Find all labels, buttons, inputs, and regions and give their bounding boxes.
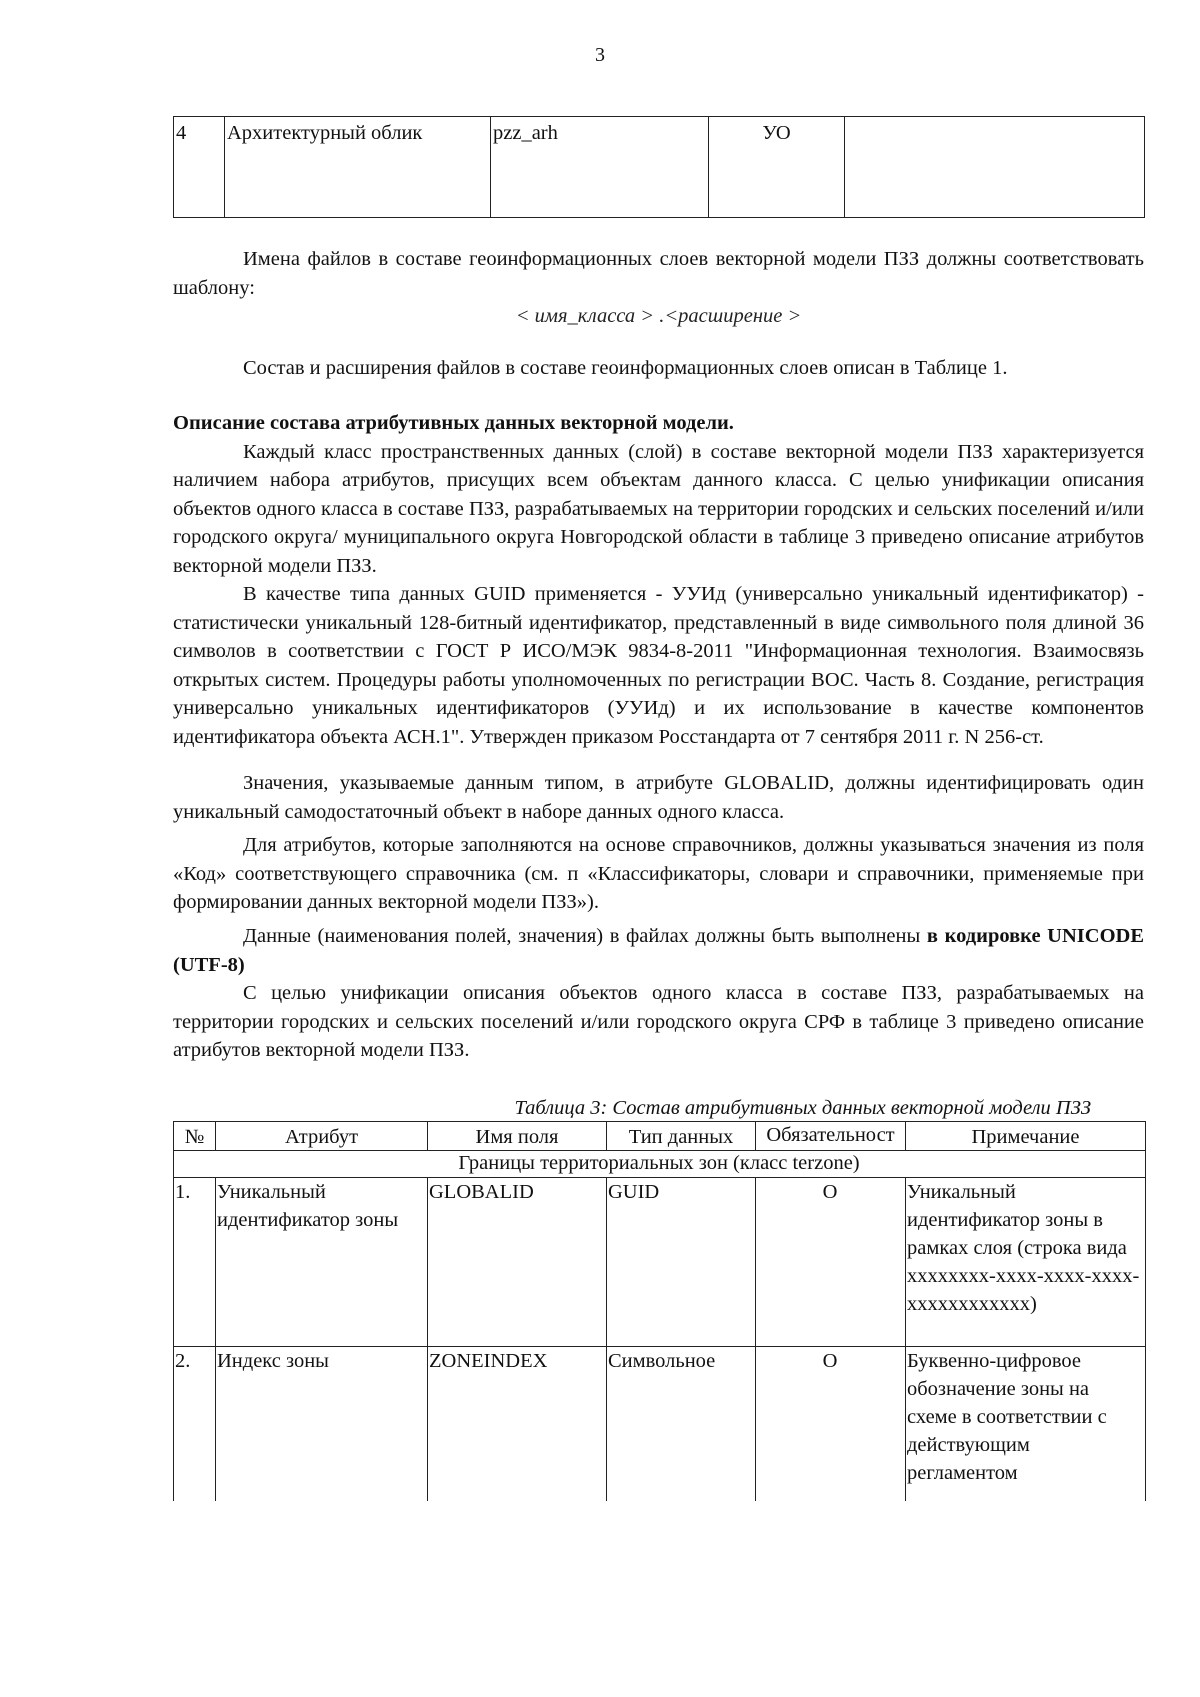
header-number: № <box>174 1122 216 1151</box>
extensions-section <box>173 354 1144 383</box>
file-name-template: < имя_класса > .<расширение > <box>515 305 802 327</box>
page-number: 3 <box>595 44 605 66</box>
attribute-name: Уникальный идентификатор зоны <box>216 1178 428 1347</box>
paragraph: Каждый класс пространственных данных (слой) в составе векторной модели ПЗЗ характеризуется наличием набора атрибутов, присущих всем объектам данного класса. С целью унификации описания объектов одного класса в составе ПЗЗ, разрабатываемых на территории городских и сельских поселений и/или городского округа/ муниципального округа Новгородской области в таблице 3 приведено описание атрибутов векторной модели ПЗЗ. <box>173 440 1144 577</box>
attributes-table <box>173 1121 1146 1501</box>
globalid-section <box>173 769 1144 826</box>
header-data-type: Тип данных <box>607 1122 756 1151</box>
table-row <box>174 1347 1146 1502</box>
field-name: GLOBALID <box>428 1178 607 1347</box>
table-header-row <box>174 1122 1146 1151</box>
paragraph: Значения, указываемые данным типом, в атрибуте GLOBALID, должны идентифицировать один уникальный самодостаточный объект в наборе данных одного класса. <box>173 772 1144 823</box>
paragraph: Для атрибутов, которые заполняются на основе справочников, должны указываться значения из поля «Код» соответствующего справочника (см. п «Классификаторы, словари и справочники, применяемые при формировании данных векторной модели ПЗЗ»). <box>173 834 1144 913</box>
required-flag: О <box>756 1178 906 1347</box>
paragraph: С целью унификации описания объектов одного класса в составе ПЗЗ, разрабатываемых на территории городских и сельских поселений и/или городского округа СРФ в таблице 3 приведено описание атрибутов векторной модели ПЗЗ. <box>173 982 1144 1061</box>
header-required: Обязательност <box>756 1122 906 1151</box>
dictionaries-section <box>173 831 1144 917</box>
data-type: Символьное <box>607 1347 756 1502</box>
paragraph: Данные (наименования полей, значения) в файлах должны быть выполнены в кодировке UNICODE (UTF-8) <box>173 925 1144 976</box>
attributes-description-section <box>173 409 1144 751</box>
row-number: 1. <box>174 1178 216 1347</box>
row-number: 4 <box>174 117 225 218</box>
layers-table <box>173 116 1145 218</box>
layer-name: Архитектурный облик <box>225 117 491 218</box>
section-heading: Описание состава атрибутивных данных векторной модели. <box>173 412 734 434</box>
required-flag: О <box>756 1347 906 1502</box>
header-attribute: Атрибут <box>216 1122 428 1151</box>
header-field-name: Имя поля <box>428 1122 607 1151</box>
table-row <box>174 1178 1146 1347</box>
layer-code: УО <box>709 117 845 218</box>
attribute-note: Буквенно-цифровое обозначение зоны на схеме в соответствии с действующим регламентом <box>906 1347 1146 1502</box>
layer-file: pzz_arh <box>491 117 709 218</box>
row-number: 2. <box>174 1347 216 1502</box>
table-row <box>174 117 1145 218</box>
header-note: Примечание <box>906 1122 1146 1151</box>
table-group-row <box>174 1151 1146 1178</box>
file-naming-section <box>173 245 1144 331</box>
table-caption: Таблица 3: Состав атрибутивных данных векторной модели ПЗЗ <box>514 1097 1091 1119</box>
field-name: ZONEINDEX <box>428 1347 607 1502</box>
layer-note <box>845 117 1145 218</box>
encoding-section <box>173 922 1144 1065</box>
paragraph: Состав и расширения файлов в составе геоинформационных слоев описан в Таблице 1. <box>243 357 1008 379</box>
attribute-name: Индекс зоны <box>216 1347 428 1502</box>
paragraph: Имена файлов в составе геоинформационных слоев векторной модели ПЗЗ должны соответствовать шаблону: <box>173 248 1144 299</box>
data-type: GUID <box>607 1178 756 1347</box>
paragraph: В качестве типа данных GUID применяется - УУИд (универсально уникальный идентификатор) - статистически уникальный 128-битный идентификатор, представленный в виде символьного поля длиной 36 символов в соответствии с ГОСТ Р ИСО/МЭК 9834-8-2011 "Информационная технология. Взаимосвязь открытых систем. Процедуры работы уполномоченных по регистрации ВОС. Часть 8. Создание, регистрация универсально уникальных идентификаторов (УУИд) и их использование в качестве компонентов идентификатора объекта АСН.1". Утвержден приказом Росстандарта от 7 сентября 2011 г. N 256-ст. <box>173 583 1144 748</box>
attribute-note: Уникальный идентификатор зоны в рамках слоя (строка вида xxxxxxxx-xxxx-xxxx-xxxx-xxxxxxxxxxxx) <box>906 1178 1146 1347</box>
group-title: Границы территориальных зон (класс terzone) <box>174 1151 1146 1178</box>
